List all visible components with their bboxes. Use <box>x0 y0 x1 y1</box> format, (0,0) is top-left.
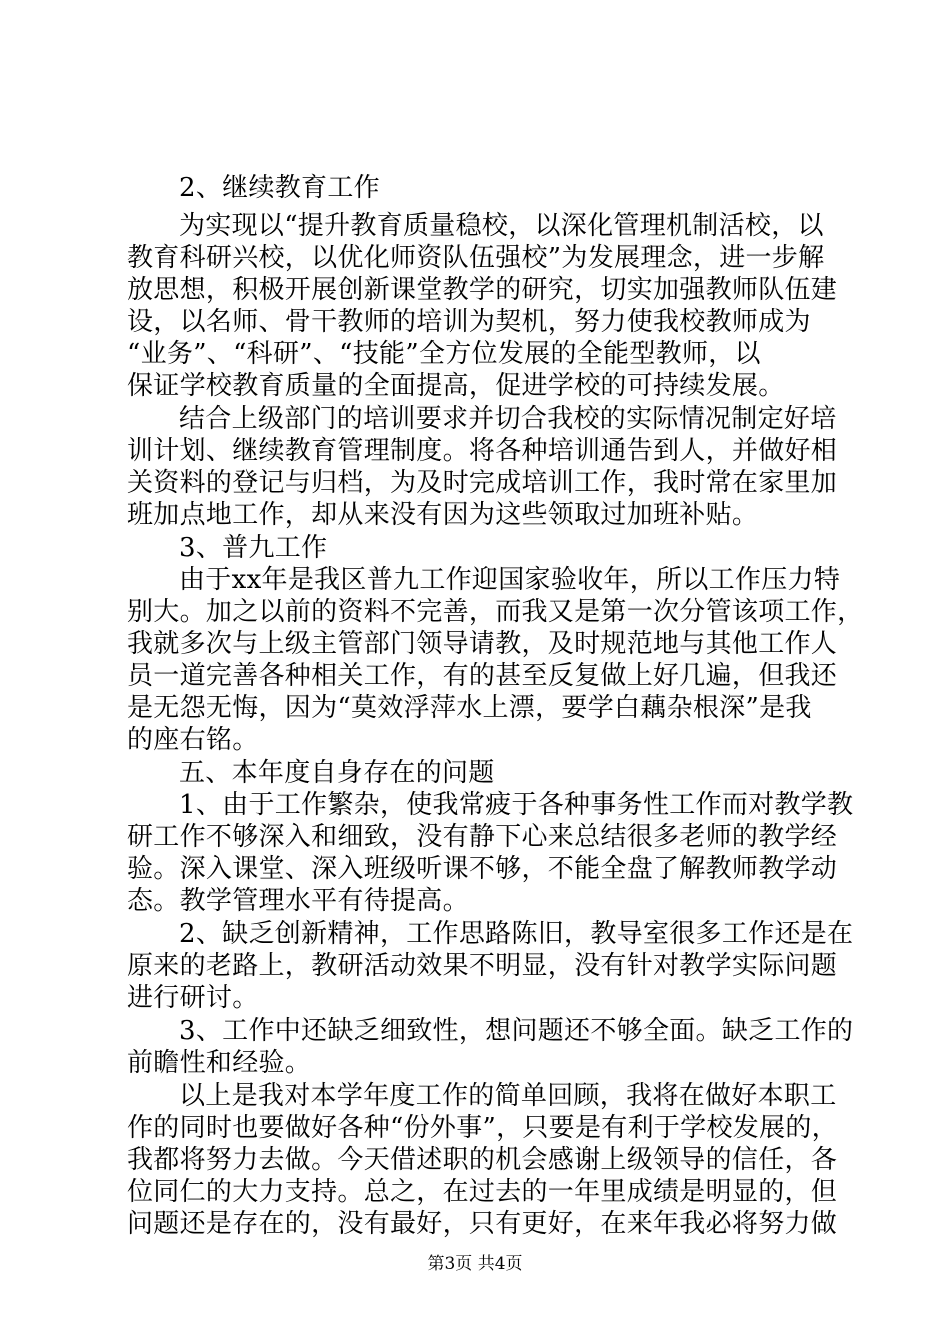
paragraph-line: 我就多次与上级主管部门领导请教，及时规范地与其他工作人 <box>127 629 838 659</box>
paragraph-line: 放思想，积极开展创新课堂教学的研究，切实加强教师队伍建 <box>127 275 838 305</box>
paragraph-line: 别大。加之以前的资料不完善，而我又是第一次分管该项工作， <box>127 597 864 627</box>
paragraph-line: 研工作不够深入和细致，没有静下心来总结很多老师的教学经 <box>127 822 838 852</box>
paragraph-line: 训计划、继续教育管理制度。将各种培训通告到人，并做好相 <box>127 436 838 466</box>
paragraph-line: 教育科研兴校，以优化师资队伍强校”为发展理念，进一步解 <box>127 243 825 273</box>
paragraph-line: 原来的老路上，教研活动效果不明显，没有针对教学实际问题 <box>127 951 838 981</box>
paragraph-line: 我都将努力去做。今天借述职的机会感谢上级领导的信任，各 <box>127 1145 838 1175</box>
paragraph-line: 态。教学管理水平有待提高。 <box>127 886 469 916</box>
paragraph-line: 作的同时也要做好各种“份外事”，只要是有利于学校发展的， <box>127 1113 838 1143</box>
paragraph-line: 3、工作中还缺乏细致性，想问题还不够全面。缺乏工作的 <box>179 1016 854 1046</box>
paragraph-line: 结合上级部门的培训要求并切合我校的实际情况制定好培 <box>179 404 837 434</box>
section-heading: 3、普九工作 <box>179 533 328 563</box>
paragraph-line: 1、由于工作繁杂，使我常疲于各种事务性工作而对教学教 <box>179 790 854 820</box>
paragraph-line: 是无怨无悔，因为“莫效浮萍水上漂，要学白藕杂根深”是我 <box>127 693 812 723</box>
paragraph-line: 的座右铭。 <box>127 725 259 755</box>
paragraph-line: 设，以名师、骨干教师的培训为契机，努力使我校教师成为 <box>127 307 811 337</box>
paragraph-line: “业务”、“科研”、“技能”全方位发展的全能型教师，以 <box>127 339 761 369</box>
paragraph-line: 为实现以“提升教育质量稳校，以深化管理机制活校，以 <box>179 211 824 241</box>
paragraph-line: 员一道完善各种相关工作，有的甚至反复做上好几遍，但我还 <box>127 661 838 691</box>
page-number-footer: 第3页 共4页 <box>427 1254 523 1274</box>
paragraph-line: 前瞻性和经验。 <box>127 1048 312 1078</box>
paragraph-line: 问题还是存在的，没有最好，只有更好，在来年我必将努力做 <box>127 1209 838 1239</box>
section-heading: 五、本年度自身存在的问题 <box>179 758 495 788</box>
paragraph-line: 由于xx年是我区普九工作迎国家验收年，所以工作压力特 <box>179 565 841 595</box>
paragraph-line: 以上是我对本学年度工作的简单回顾，我将在做好本职工 <box>179 1081 837 1111</box>
paragraph-line: 验。深入课堂、深入班级听课不够，不能全盘了解教师教学动 <box>127 854 838 884</box>
paragraph-line: 2、缺乏创新精神，工作思路陈旧，教导室很多工作还是在 <box>179 919 854 949</box>
section-heading: 2、继续教育工作 <box>179 173 380 203</box>
paragraph-line: 班加点地工作，却从来没有因为这些领取过加班补贴。 <box>127 500 759 530</box>
paragraph-line: 关资料的登记与归档，为及时完成培训工作，我时常在家里加 <box>127 468 838 498</box>
paragraph-line: 保证学校教育质量的全面提高，促进学校的可持续发展。 <box>127 371 785 401</box>
paragraph-line: 进行研讨。 <box>127 983 259 1013</box>
paragraph-line: 位同仁的大力支持。总之，在过去的一年里成绩是明显的，但 <box>127 1177 838 1207</box>
